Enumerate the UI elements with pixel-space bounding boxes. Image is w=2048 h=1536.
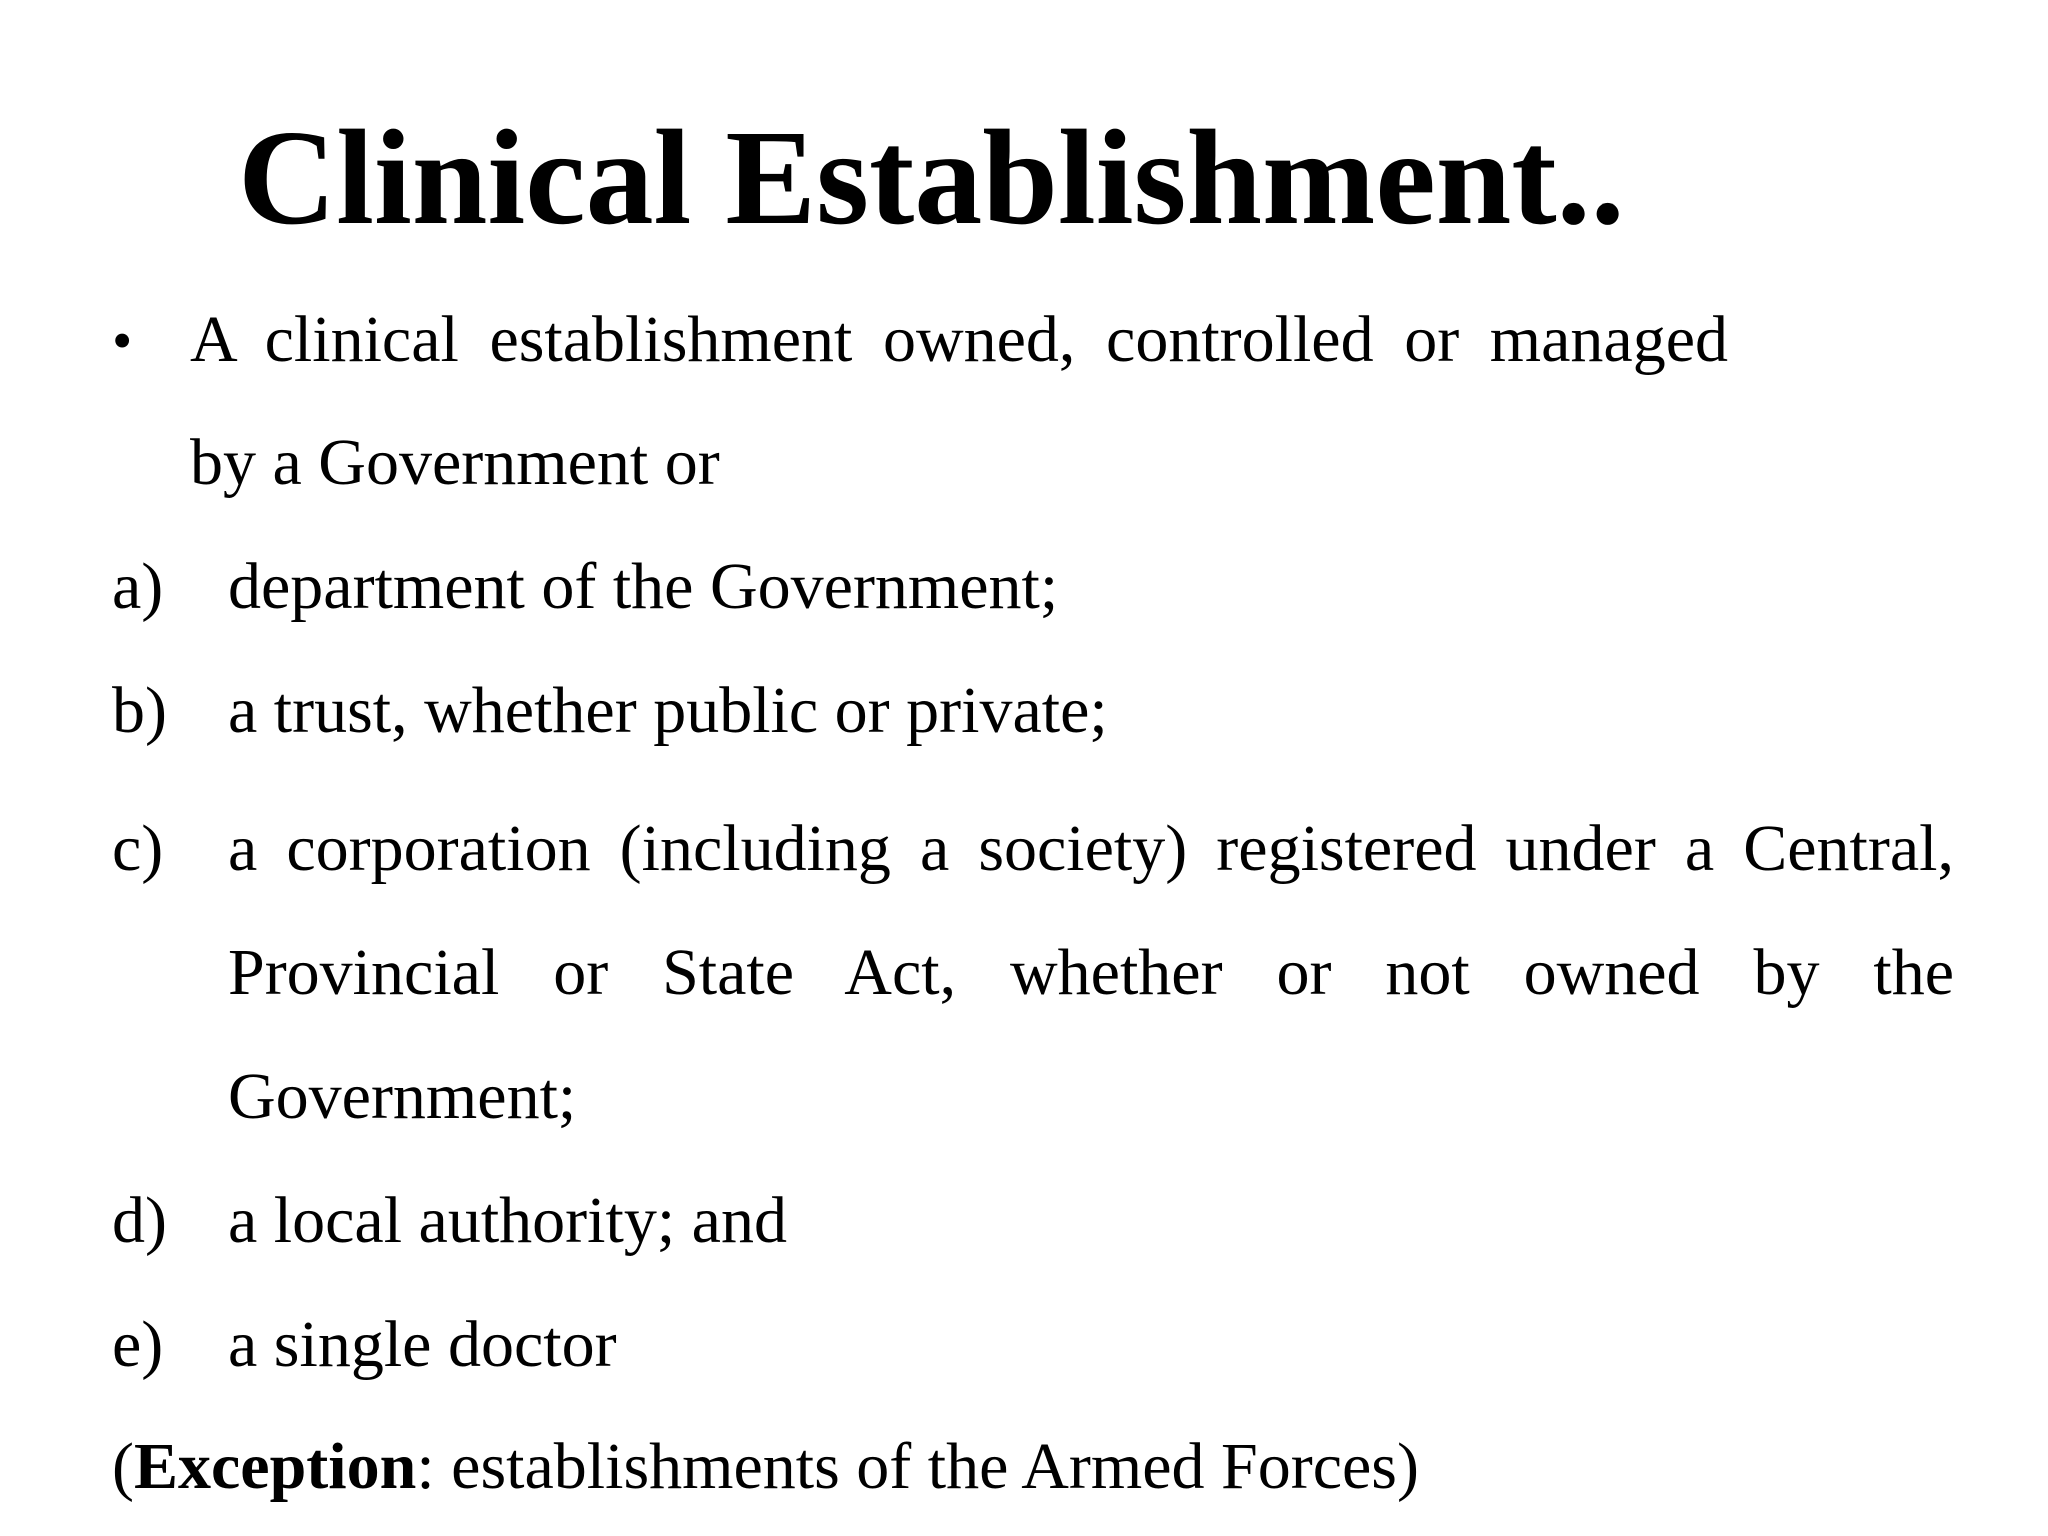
slide-title: Clinical Establishment.. [238, 103, 1625, 253]
item-e-text: a single doctor [228, 1308, 617, 1381]
item-b-text: a trust, whether public or private; [228, 674, 1108, 747]
item-d-text: a local authority; and [228, 1184, 787, 1257]
item-c-marker: c) [112, 812, 164, 885]
item-a-text: department of the Government; [228, 550, 1059, 623]
item-c-text-line-2: Provincial or State Act, whether or not owned by the [228, 936, 1954, 1009]
exception-note [112, 1430, 1419, 1503]
exception-text: : establishments of the Armed Forces) [416, 1430, 1419, 1503]
bullet-text-line-2: by a Government or [190, 426, 720, 499]
bullet-text-line-1: A clinical establishment owned, controlled or managed [190, 303, 1728, 376]
exception-open-paren: ( [112, 1430, 134, 1503]
bullet-icon: • [112, 308, 133, 373]
item-c-text-line-3: Government; [228, 1060, 577, 1133]
exception-label: Exception [133, 1430, 417, 1503]
item-c-text-line-1: a corporation (including a society) registered under a Central, [228, 812, 1954, 885]
item-b-marker: b) [112, 674, 167, 747]
item-e-marker: e) [112, 1308, 164, 1381]
item-a-marker: a) [112, 550, 164, 623]
item-d-marker: d) [112, 1184, 167, 1257]
